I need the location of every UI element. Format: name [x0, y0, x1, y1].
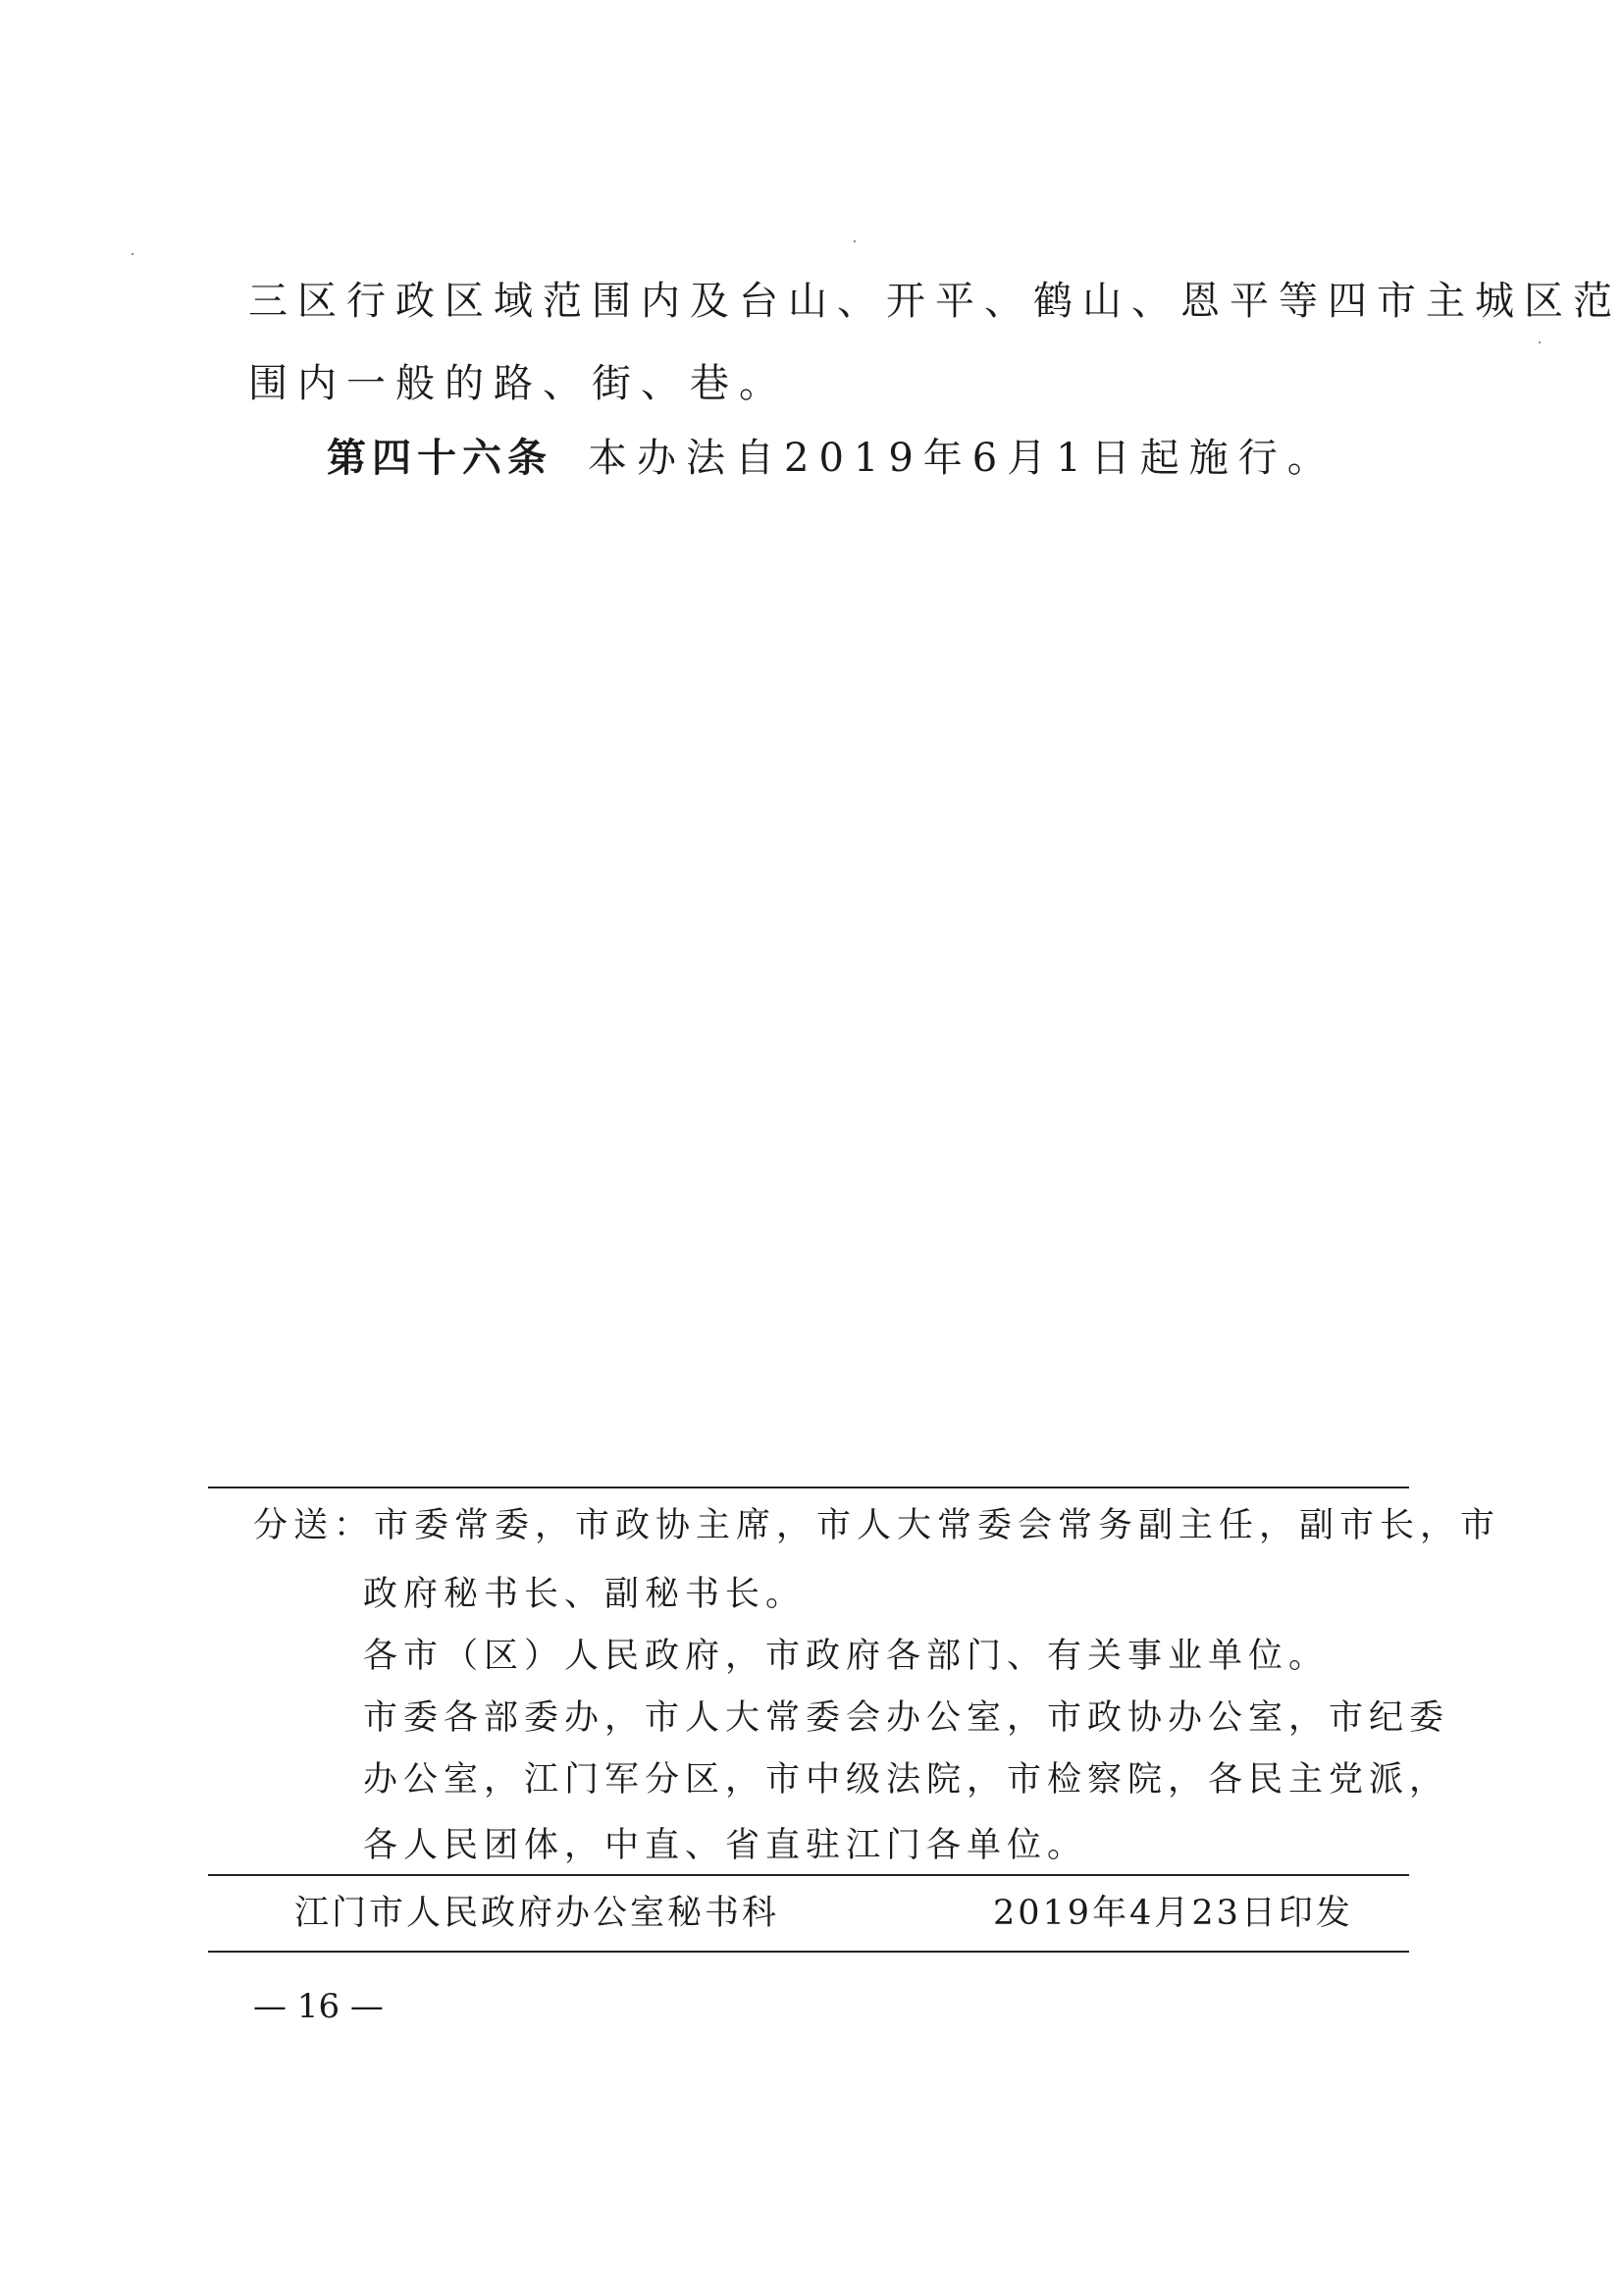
issuer-bottom-rule	[208, 1951, 1409, 1953]
issue-date: 2019年4月23日印发	[993, 1894, 1353, 1933]
distribution-text: 市委常委，市政协主席，市人大常委会常务副主任，副市长，市	[374, 1506, 1501, 1545]
issuing-organization: 江门市人民政府办公室秘书科	[294, 1894, 780, 1933]
article-continued-line-1: 三区行政区域范围内及台山、开平、鹤山、恩平等四市主城区范	[248, 279, 1622, 324]
article-46	[327, 427, 1336, 483]
page-number: — 16 —	[253, 1987, 384, 2026]
scan-speck	[1539, 341, 1541, 343]
article-continued-line-2: 围内一般的路、街、巷。	[248, 361, 788, 406]
distribution-line-3c: 各人民团体，中直、省直驻江门各单位。	[363, 1826, 1088, 1865]
distribution-top-rule	[208, 1487, 1409, 1488]
scan-speck	[854, 240, 856, 242]
distribution-line-3b: 办公室，江门军分区，市中级法院，市检察院，各民主党派，	[363, 1760, 1450, 1800]
distribution-line-1a	[253, 1498, 1500, 1547]
article-text: 本办法自2019年6月1日起施行。	[588, 436, 1336, 481]
distribution-line-2: 各市（区）人民政府，市政府各部门、有关事业单位。	[363, 1637, 1330, 1676]
scan-speck	[131, 253, 133, 255]
distribution-line-1b: 政府秘书长、副秘书长。	[363, 1575, 807, 1614]
distribution-label: 分送：	[253, 1506, 375, 1545]
distribution-line-3a: 市委各部委办，市人大常委会办公室，市政协办公室，市纪委	[363, 1698, 1450, 1738]
article-heading: 第四十六条	[327, 435, 552, 481]
issuer-top-rule	[208, 1874, 1409, 1876]
